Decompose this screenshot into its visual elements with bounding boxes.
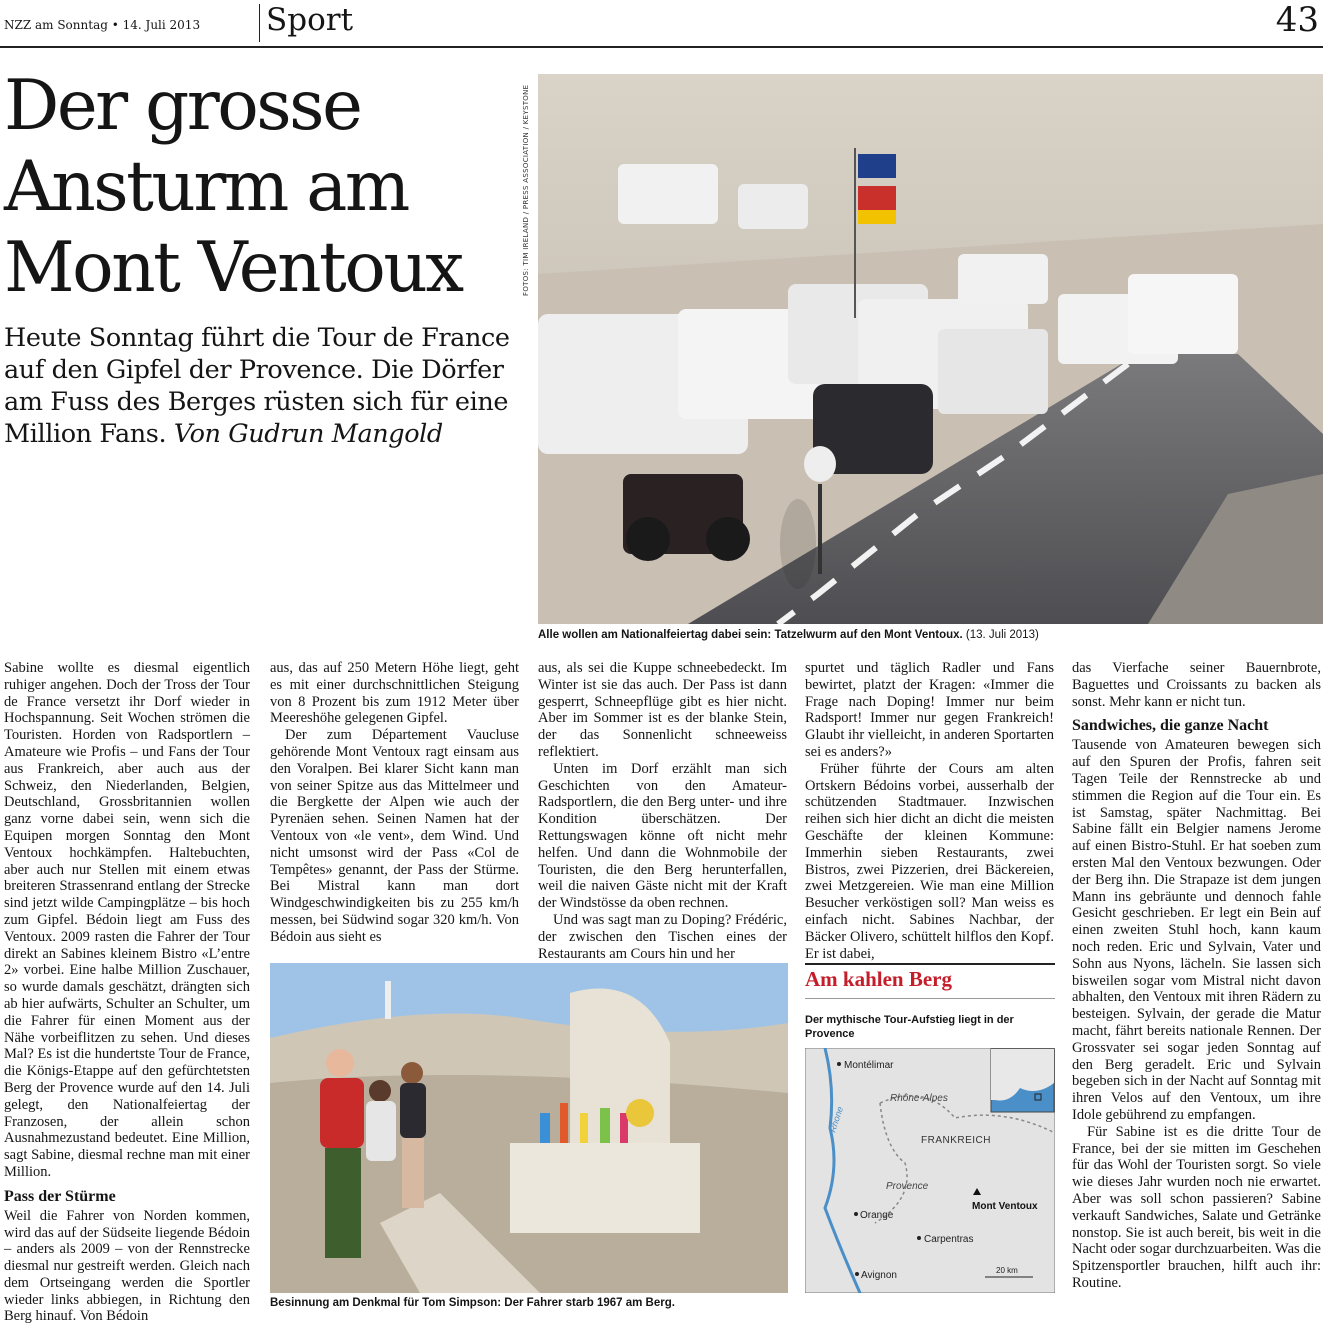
section-title: Sport (266, 2, 354, 38)
main-photo-caption (538, 629, 1039, 641)
col1-paragraph-1: Sabine wollte es diesmal eigentlich ruhiger angehen. Doch der Tross der Tour de France versetzt ihr Dorf wieder in Hochspannung. Seit Wochen strömen die Touristen. Horden von Radsportlern – Amateure wie Profis – und Fans der Tour aus Frankreich, aber auch aus der Schweiz, den Niederlanden, Belgien, Deutschland, Grossbritannien wollen ganz vorne dabei sein, wenn sich die Equipen morgen Sonntag den Mont Ventoux hochkämpfen. Haltebuchten, aber auch nur Stellen mit einem etwas breiteren Strassenrand entlang der Strecke sind jetzt wilde Campingplätze – bis hoch zum Gipfel. Bédoin liegt am Fuss des Ventoux. 2009 rasten die Fahrer der Tour direkt an Sabines kleinem Bistro «L’entre 2» vorbei. Eine halbe Million Zuschauer, so wurde damals geschätzt, drängten sich ab hier aufwärts, Schulter an Schulter, um die Fahrer für einen Moment aus der Nähe vorbeiflitzen zu sehen. Und dieses Mal? Es ist die hundertste Tour de France, die Königs-Etappe auf den gefürchtetsten Berg der Provence wurde auf den 14. Juli gelegt, den Nationalfeiertag der Franzosen, der allein schon Ausnahmezustand bedeutet. Eine Million, sagt Sabine, diesmal rechne man mit einer Million. (4, 660, 250, 1180)
column-1 (4, 660, 250, 1325)
headline: Der grosse Ansturm am Mont Ventoux (4, 66, 462, 308)
memorial-photo-caption (270, 1297, 675, 1309)
col5-subheading: Sandwiches, die ganze Nacht (1072, 717, 1269, 735)
map-top-rule (805, 963, 1055, 965)
label-carpentras: Carpentras (924, 1234, 974, 1245)
memorial-photo-caption-text: Besinnung am Denkmal für Tom Simpson: Der Fahrer starb 1967 am Berg. (270, 1297, 675, 1309)
map-title: Am kahlen Berg (805, 967, 952, 991)
header-divider (259, 4, 260, 42)
col1-subheading: Pass der Stürme (4, 1187, 116, 1205)
col4-paragraph-1: spurtet und täglich Radler und Fans bewirtet, platzt der Kragen: «Immer die Frage nach Doping! Immer nur beim Radsport! Immer nur gegen Frankreich! Glaubt ihr vielleicht, in anderen Sportarten sei es anders?» (805, 660, 1054, 760)
label-montelimar: Montélimar (844, 1060, 894, 1071)
label-frankreich: FRANKREICH (921, 1135, 992, 1146)
map-title-rule (805, 998, 1055, 999)
col2-paragraph-1: aus, das auf 250 Metern Höhe liegt, geht es mit einer durchschnittlichen Steigung von 8 Prozent bis zum 1912 Meter über Meereshöhe gelegenen Gipfel. (270, 660, 519, 727)
col1-paragraph-2: Weil die Fahrer von Norden kommen, wird das auf der Südseite liegende Bédoin – anders als 2009 – von der Rennstrecke diesmal nur gestreift werden. Gleich nach dem Ortseingang werden die Sportler wieder links abbiegen, in Richtung den Berg hinauf. Von Bédoin (4, 1207, 250, 1325)
column-3 (538, 660, 787, 962)
column-2 (270, 660, 519, 946)
column-4 (805, 660, 1054, 962)
byline: Von Gudrun Mangold (173, 419, 443, 449)
main-photo-caption-bold: Alle wollen am Nationalfeiertag dabei sein: Tatzelwurm auf den Mont Ventoux. (538, 629, 963, 641)
page-number: 43 (1275, 0, 1319, 40)
col3-paragraph-3: Und was sagt man zu Doping? Frédéric, der zwischen den Tischen eines der Restaurants am Cours hin und her (538, 911, 787, 962)
label-orange: Orange (860, 1210, 894, 1221)
label-mont-ventoux: Mont Ventoux (972, 1201, 1038, 1212)
photo-credit: FOTOS: TIM IRELAND / PRESS ASSOCIATION / KEYSTONE (522, 84, 530, 296)
label-rhone: Rhone (827, 1105, 846, 1134)
col3-paragraph-2: Unten im Dorf erzählt man sich Geschichten von den Amateur-Radsportlern, die den Berg unter- und ihre Kondition überschätzen. Der Rettungswagen könne oft nicht mehr helfen. Und dann die Wohnmobile der Touristen, die den Berg herunterfallen, weil die naiven Gäste nicht mit der Kraft der Windstösse da oben rechnen. (538, 760, 787, 912)
lead-text: Heute Sonntag führt die Tour de France auf den Gipfel der Provence. Die Dörfer am Fuss des Berges rüsten sich für eine Million Fans. (4, 323, 510, 449)
label-avignon: Avignon (861, 1270, 897, 1281)
col5-paragraph-1: das Vierfache seiner Bauernbrote, Baguettes und Croissants zu backen als sonst. Mehr kann er nicht tun. (1072, 660, 1321, 710)
map-subtitle: Der mythische Tour-Aufstieg liegt in der Provence (805, 1014, 1014, 1040)
column-5 (1072, 660, 1321, 1292)
label-scale: 20 km (996, 1266, 1018, 1275)
region-map (805, 1048, 1055, 1293)
lead-paragraph (4, 322, 524, 450)
memorial-photo (270, 963, 788, 1293)
main-photo-caption-date: (13. Juli 2013) (965, 629, 1039, 641)
col2-paragraph-2: Der zum Département Vaucluse gehörende Mont Ventoux ragt einsam aus den Voralpen. Bei klarer Sicht kann man von seiner Spitze aus das Mittelmeer und die Bergkette der Alpen wie auch der Pyrenäen sehen. Seinen Namen hat der Ventoux von «le vent», dem Wind. Und nicht umsonst wird der Pass «Col de Tempêtes» genannt, der Pass der Stürme. Bei Mistral kann man dort Windgeschwindigkeiten bis zu 255 km/h messen, bei Südwind sogar 320 km/h. Von Bédoin aus sieht es (270, 727, 519, 945)
col5-paragraph-3: Für Sabine ist es die dritte Tour de France, bei der sie mitten im Geschehen für das Wohl der Touristen sorgt. So viele wie dieses Jahr wurden noch nie erwartet. Aber was soll schon passieren? Sabine verkauft Sandwiches, Salate und Getränke nonstop. Sie ist auch bereit, bis weit in die Nacht oder sogar durchzuarbeiten. Was die Spitzensportler brauchen, hilft auch ihr: Routine. (1072, 1123, 1321, 1291)
label-provence: Provence (886, 1181, 929, 1192)
col5-paragraph-2: Tausende von Amateuren bewegen sich auf den Spuren der Profis, fahren seit Tagen Teile der Rennstrecke ab und stimmen die Region auf die Tour ein. Es ist Samstag, später Nachmittag. Bei Sabine fällt ein Belgier namens Jerome auf einen Bistro-Stuhl. Er hat soeben zum ersten Mal den Ventoux bezwungen. Oder der Berg ihn. Die Strapaze ist dem jungen Mann ins gebräunte und dennoch fahle Gesicht geschrieben. Er legt ein Bein auf einen zweiten Stuhl hoch, kann kaum noch reden. Eric und Sylvain, Vater und Sohn aus Nyons, lächeln. Sie lassen sich bisweilen sogar vom Mistral nicht davon abhalten, den Ventoux mit ihren Rädern zu besteigen. Sylvain, der gerade die Matur macht, fährt bereits nationale Rennen. Der Grossvater sei sogar jeden Sonntag auf den Berg geradelt. Eric und Sylvain begeben sich in der Nacht auf Sonntag mit ihren Velos auf den Ventoux, um ihre Idole gebührend zu empfangen. (1072, 737, 1321, 1123)
label-rhone-alpes: Rhône-Alpes (890, 1093, 948, 1104)
col3-paragraph-1: aus, als sei die Kuppe schneebedeckt. Im Winter ist sie das auch. Der Pass ist dann gesperrt, Schneepflüge gibt es hier nicht. Aber im Sommer ist es der blanke Stein, der das Sonnenlicht schneeweiss reflektiert. (538, 660, 787, 760)
main-photo (538, 74, 1323, 624)
publication-date: NZZ am Sonntag • 14. Juli 2013 (4, 18, 201, 32)
header-rule (0, 46, 1323, 48)
map-infobox (805, 963, 1055, 1041)
col4-paragraph-2: Früher führte der Cours am alten Ortskern Bédoins vorbei, ausserhalb der schützenden Stadtmauer. Inzwischen reihen sich hier dicht an dicht die meisten Geschäfte der kleinen Kommune: Immerhin sieben Restaurants, zwei Bistros, zwei Pizzerien, drei Bäckereien, zwei Metzgereien. Wie man eine Million Besucher verköstigen soll? Man weiss es einfach nicht. Sabines Nachbar, der Bäcker Olivero, schüttelt hilflos den Kopf. Er ist dabei, (805, 760, 1054, 962)
